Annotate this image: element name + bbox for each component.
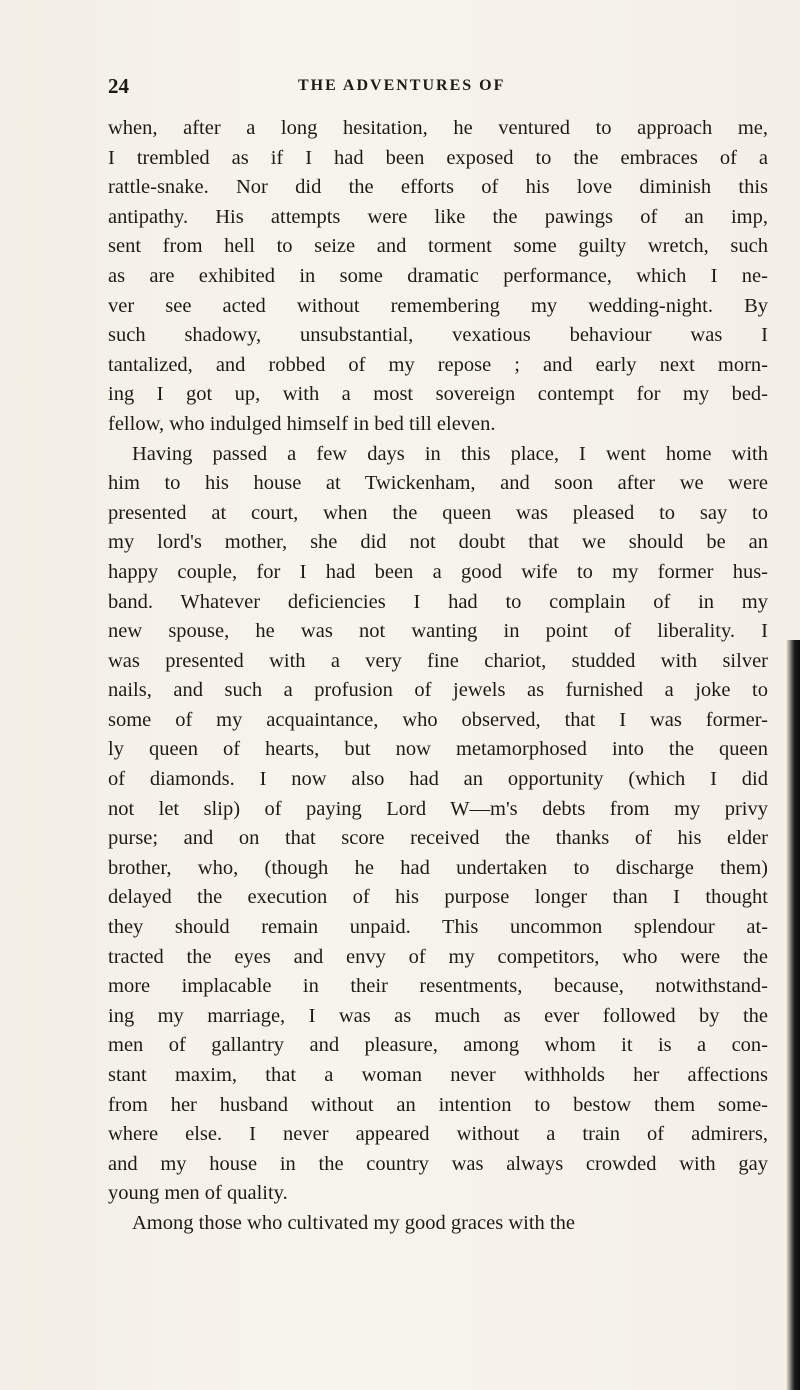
text-line: fellow, who indulged himself in bed till eleven. [108, 412, 496, 435]
text-line: from her husband without an intention to bestow them some- [108, 1093, 768, 1116]
text-line: purse; and on that score received the thanks of his elder [108, 827, 768, 850]
text-line: ing my marriage, I was as much as ever followed by the [108, 1004, 768, 1027]
paragraph-start-line: Having passed a few days in this place, I went home with [132, 442, 768, 465]
page-header [108, 74, 728, 100]
page-number: 24 [108, 74, 129, 98]
body-text [108, 114, 768, 1239]
text-line: not let slip) of paying Lord W—m's debts from my privy [108, 797, 768, 820]
text-line: presented at court, when the queen was pleased to say to [108, 501, 768, 524]
text-line: of diamonds. I now also had an opportunity (which I did [108, 768, 768, 791]
text-line: delayed the execution of his purpose longer than I thought [108, 886, 768, 909]
text-line: when, after a long hesitation, he ventured to approach me, [108, 117, 768, 139]
text-line: some of my acquaintance, who observed, that I was former- [108, 708, 768, 731]
text-line: ver see acted without remembering my wedding-night. By [108, 294, 768, 317]
text-line: ly queen of hearts, but now metamorphosed into the queen [108, 738, 768, 761]
text-line: as are exhibited in some dramatic performance, which I ne- [108, 264, 768, 287]
text-line: my lord's mother, she did not doubt that we should be an [108, 531, 768, 554]
text-line: antipathy. His attempts were like the pawings of an imp, [108, 205, 768, 228]
text-line: tantalized, and robbed of my repose ; and early next morn- [108, 353, 768, 376]
paragraph-start-line: Among those who cultivated my good graces with the [132, 1211, 575, 1234]
text-line: young men of quality. [108, 1182, 288, 1205]
running-head: THE ADVENTURES OF [298, 77, 506, 94]
text-line: they should remain unpaid. This uncommon splendour at- [108, 916, 768, 939]
text-line: nails, and such a profusion of jewels as furnished a joke to [108, 679, 768, 702]
text-line: him to his house at Twickenham, and soon after we were [108, 472, 768, 495]
text-line: new spouse, he was not wanting in point of liberality. I [108, 620, 768, 643]
text-line: band. Whatever deficiencies I had to complain of in my [108, 590, 768, 613]
text-line: ing I got up, with a most sovereign contempt for my bed- [108, 383, 768, 406]
text-line: tracted the eyes and envy of my competitors, who were the [108, 945, 768, 968]
text-line: such shadowy, unsubstantial, vexatious behaviour was I [108, 324, 768, 347]
text-line: more implacable in their resentments, because, notwithstand- [108, 975, 768, 998]
text-line: brother, who, (though he had undertaken to discharge them) [108, 856, 768, 879]
text-line: and my house in the country was always crowded with gay [108, 1152, 768, 1175]
text-line: was presented with a very fine chariot, studded with silver [108, 649, 768, 672]
page-edge-shadow [786, 640, 800, 1390]
text-line: sent from hell to seize and torment some guilty wretch, such [108, 235, 768, 258]
text-line: where else. I never appeared without a train of admirers, [108, 1123, 768, 1146]
text-line: men of gallantry and pleasure, among whom it is a con- [108, 1034, 768, 1057]
text-line: stant maxim, that a woman never withholds her affections [108, 1064, 768, 1086]
text-line: happy couple, for I had been a good wife to my former hus- [108, 560, 768, 583]
text-line: rattle-snake. Nor did the efforts of his love diminish this [108, 176, 768, 199]
text-line: I trembled as if I had been exposed to the embraces of a [108, 146, 768, 169]
